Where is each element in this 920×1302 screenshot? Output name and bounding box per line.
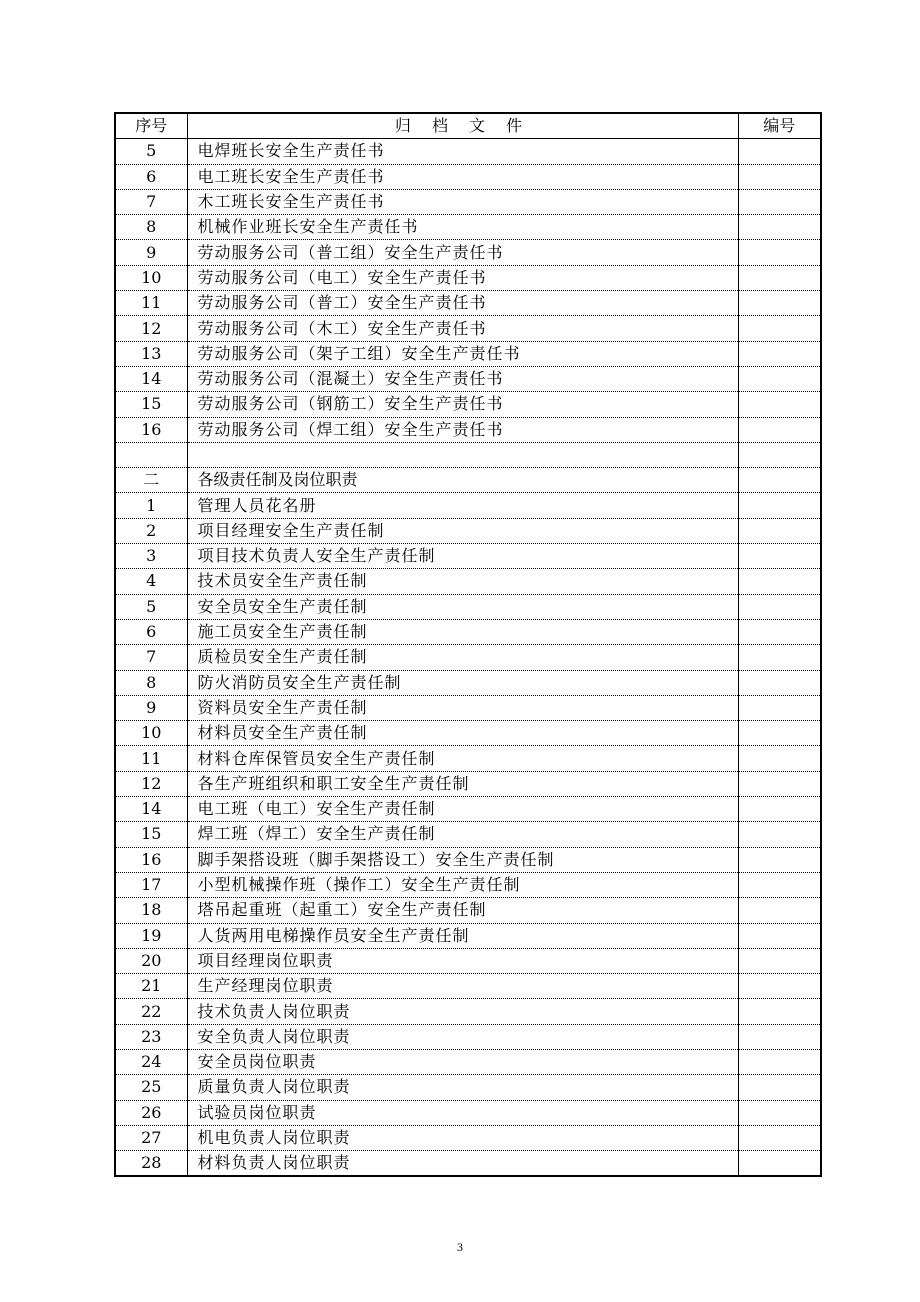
row-seq: 18 — [115, 898, 187, 923]
table-row — [115, 594, 821, 619]
row-seq: 12 — [115, 316, 187, 341]
table-row — [115, 999, 821, 1024]
row-document: 焊工班（焊工）安全生产责任制 — [187, 822, 738, 847]
row-seq: 15 — [115, 392, 187, 417]
row-code — [738, 695, 821, 720]
row-seq: 26 — [115, 1100, 187, 1125]
row-code — [738, 594, 821, 619]
row-code — [738, 518, 821, 543]
row-code — [738, 847, 821, 872]
table-row — [115, 569, 821, 594]
row-code — [738, 771, 821, 796]
table-row — [115, 366, 821, 391]
row-document: 电焊班长安全生产责任书 — [187, 139, 738, 164]
table-row — [115, 847, 821, 872]
row-document: 防火消防员安全生产责任制 — [187, 670, 738, 695]
row-seq: 25 — [115, 1075, 187, 1100]
row-code — [738, 544, 821, 569]
table-row — [115, 493, 821, 518]
row-seq: 28 — [115, 1151, 187, 1177]
table-row — [115, 898, 821, 923]
row-code — [738, 1049, 821, 1074]
table-row — [115, 291, 821, 316]
row-seq: 7 — [115, 189, 187, 214]
row-seq: 13 — [115, 341, 187, 366]
row-seq: 11 — [115, 746, 187, 771]
row-code — [738, 822, 821, 847]
table-row — [115, 1024, 821, 1049]
header-code: 编号 — [738, 113, 821, 139]
row-seq: 23 — [115, 1024, 187, 1049]
row-document: 塔吊起重班（起重工）安全生产责任制 — [187, 898, 738, 923]
row-code — [738, 797, 821, 822]
section-header-row — [115, 468, 821, 493]
row-code — [738, 265, 821, 290]
table-row — [115, 1125, 821, 1150]
row-seq: 17 — [115, 872, 187, 897]
row-code — [738, 164, 821, 189]
row-seq: 19 — [115, 923, 187, 948]
row-document: 电工班（电工）安全生产责任制 — [187, 797, 738, 822]
row-document: 质量负责人岗位职责 — [187, 1075, 738, 1100]
row-document: 各生产班组织和职工安全生产责任制 — [187, 771, 738, 796]
row-document: 人货两用电梯操作员安全生产责任制 — [187, 923, 738, 948]
row-code — [738, 493, 821, 518]
row-code — [738, 341, 821, 366]
row-document: 脚手架搭设班（脚手架搭设工）安全生产责任制 — [187, 847, 738, 872]
row-code — [738, 1075, 821, 1100]
row-code — [738, 619, 821, 644]
row-code — [738, 872, 821, 897]
row-seq: 7 — [115, 645, 187, 670]
table-row — [115, 316, 821, 341]
table-row — [115, 442, 821, 467]
row-code — [738, 392, 821, 417]
table-row — [115, 139, 821, 164]
row-seq: 9 — [115, 240, 187, 265]
row-seq: 20 — [115, 948, 187, 973]
row-seq: 2 — [115, 518, 187, 543]
row-code — [738, 898, 821, 923]
row-code — [738, 746, 821, 771]
row-document: 技术负责人岗位职责 — [187, 999, 738, 1024]
row-code — [738, 1024, 821, 1049]
table-row — [115, 797, 821, 822]
table-row — [115, 417, 821, 442]
table-row — [115, 240, 821, 265]
row-seq: 10 — [115, 265, 187, 290]
table-row — [115, 619, 821, 644]
section-title: 各级责任制及岗位职责 — [187, 468, 738, 493]
row-code — [738, 569, 821, 594]
row-code — [738, 442, 821, 467]
row-seq: 4 — [115, 569, 187, 594]
row-seq: 8 — [115, 215, 187, 240]
row-seq: 21 — [115, 974, 187, 999]
page-number: 3 — [457, 1240, 463, 1254]
row-seq: 24 — [115, 1049, 187, 1074]
row-code — [738, 468, 821, 493]
row-seq: 10 — [115, 721, 187, 746]
row-document: 劳动服务公司（混凝土）安全生产责任书 — [187, 366, 738, 391]
row-document: 材料员安全生产责任制 — [187, 721, 738, 746]
row-seq: 11 — [115, 291, 187, 316]
row-code — [738, 139, 821, 164]
table-row — [115, 948, 821, 973]
row-document: 劳动服务公司（普工组）安全生产责任书 — [187, 240, 738, 265]
row-seq: 14 — [115, 366, 187, 391]
row-seq: 二 — [115, 468, 187, 493]
row-document: 安全员安全生产责任制 — [187, 594, 738, 619]
row-document: 试验员岗位职责 — [187, 1100, 738, 1125]
row-document: 安全负责人岗位职责 — [187, 1024, 738, 1049]
row-code — [738, 215, 821, 240]
row-seq: 9 — [115, 695, 187, 720]
row-code — [738, 366, 821, 391]
table-row — [115, 872, 821, 897]
table-row — [115, 1049, 821, 1074]
row-seq: 22 — [115, 999, 187, 1024]
table-row — [115, 721, 821, 746]
row-seq: 5 — [115, 594, 187, 619]
table-row — [115, 1075, 821, 1100]
row-document: 材料仓库保管员安全生产责任制 — [187, 746, 738, 771]
table-row — [115, 1151, 821, 1177]
archive-file-table — [114, 112, 822, 1177]
table-row — [115, 645, 821, 670]
row-seq: 5 — [115, 139, 187, 164]
table-row — [115, 189, 821, 214]
row-seq: 16 — [115, 417, 187, 442]
row-seq: 14 — [115, 797, 187, 822]
table-row — [115, 670, 821, 695]
row-code — [738, 316, 821, 341]
table-row — [115, 518, 821, 543]
row-document: 劳动服务公司（架子工组）安全生产责任书 — [187, 341, 738, 366]
header-archive-file: 归 档 文 件 — [187, 113, 738, 139]
row-document: 质检员安全生产责任制 — [187, 645, 738, 670]
row-document: 材料负责人岗位职责 — [187, 1151, 738, 1177]
table-row — [115, 695, 821, 720]
row-seq: 27 — [115, 1125, 187, 1150]
row-seq: 3 — [115, 544, 187, 569]
row-code — [738, 974, 821, 999]
row-document: 施工员安全生产责任制 — [187, 619, 738, 644]
row-document: 生产经理岗位职责 — [187, 974, 738, 999]
row-seq: 15 — [115, 822, 187, 847]
table-row — [115, 544, 821, 569]
row-code — [738, 923, 821, 948]
row-code — [738, 948, 821, 973]
row-document: 劳动服务公司（钢筋工）安全生产责任书 — [187, 392, 738, 417]
table-row — [115, 215, 821, 240]
row-code — [738, 1151, 821, 1177]
row-document: 机械作业班长安全生产责任书 — [187, 215, 738, 240]
table-header-row — [115, 113, 821, 139]
row-document: 资料员安全生产责任制 — [187, 695, 738, 720]
row-seq — [115, 442, 187, 467]
row-code — [738, 721, 821, 746]
row-code — [738, 1125, 821, 1150]
table-row — [115, 392, 821, 417]
table-row — [115, 341, 821, 366]
table-row — [115, 822, 821, 847]
row-seq: 8 — [115, 670, 187, 695]
row-code — [738, 1100, 821, 1125]
table-row — [115, 164, 821, 189]
row-code — [738, 417, 821, 442]
table-row — [115, 974, 821, 999]
row-document — [187, 442, 738, 467]
row-document: 劳动服务公司（电工）安全生产责任书 — [187, 265, 738, 290]
row-code — [738, 240, 821, 265]
row-seq: 6 — [115, 619, 187, 644]
row-document: 劳动服务公司（木工）安全生产责任书 — [187, 316, 738, 341]
row-seq: 12 — [115, 771, 187, 796]
row-seq: 6 — [115, 164, 187, 189]
row-document: 木工班长安全生产责任书 — [187, 189, 738, 214]
table-row — [115, 1100, 821, 1125]
row-document: 项目经理岗位职责 — [187, 948, 738, 973]
row-seq: 1 — [115, 493, 187, 518]
row-document: 电工班长安全生产责任书 — [187, 164, 738, 189]
table-row — [115, 771, 821, 796]
row-document: 项目经理安全生产责任制 — [187, 518, 738, 543]
row-code — [738, 189, 821, 214]
row-code — [738, 291, 821, 316]
row-code — [738, 999, 821, 1024]
header-seq: 序号 — [115, 113, 187, 139]
row-document: 劳动服务公司（普工）安全生产责任书 — [187, 291, 738, 316]
table-row — [115, 923, 821, 948]
row-seq: 16 — [115, 847, 187, 872]
row-code — [738, 645, 821, 670]
row-document: 安全员岗位职责 — [187, 1049, 738, 1074]
row-document: 小型机械操作班（操作工）安全生产责任制 — [187, 872, 738, 897]
row-document: 机电负责人岗位职责 — [187, 1125, 738, 1150]
row-document: 劳动服务公司（焊工组）安全生产责任书 — [187, 417, 738, 442]
row-document: 项目技术负责人安全生产责任制 — [187, 544, 738, 569]
row-document: 管理人员花名册 — [187, 493, 738, 518]
table-row — [115, 746, 821, 771]
table-row — [115, 265, 821, 290]
row-document: 技术员安全生产责任制 — [187, 569, 738, 594]
row-code — [738, 670, 821, 695]
